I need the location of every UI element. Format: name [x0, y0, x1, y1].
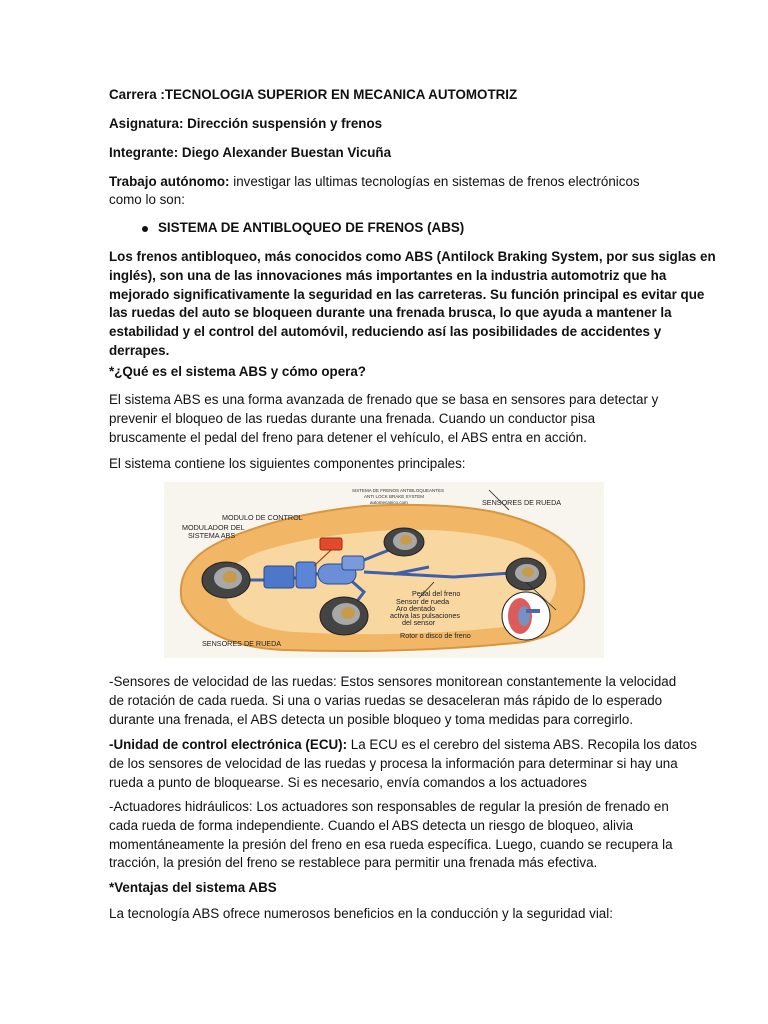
wheel-front-left-icon [202, 562, 250, 598]
sensores-paragraph [109, 673, 677, 729]
bullet-icon [142, 226, 148, 232]
label-sensor-rueda: Sensor de rueda [396, 597, 450, 606]
sensores-line: de rotación de cada rueda. Si una o varias ruedas se desaceleran más rápido de lo esperado [109, 692, 663, 708]
label-modulo-control: MODULO DE CONTROL [222, 513, 303, 522]
question-heading: *¿Qué es el sistema ABS y cómo opera? [109, 364, 366, 379]
trabajo-line-2: como lo son: [109, 192, 185, 207]
sensores-line: durante una frenada, el ABS detecta un posible bloqueo y toma medidas para corregirlo. [109, 711, 634, 727]
label-sensores-top: SENSORES DE RUEDA [482, 498, 562, 507]
wheel-rear-right-icon [506, 558, 546, 590]
label-rotor: Rotor o disco de freno [400, 631, 471, 640]
abs-diagram-figure [164, 482, 604, 658]
actuadores-line: cada rueda de forma independiente. Cuando el ABS detecta un riesgo de bloqueo, alivia [109, 817, 634, 833]
control-module-icon [320, 538, 342, 550]
wheel-front-right-icon [384, 528, 424, 556]
figure-caption-2: ANTI LOCK BRAKE SYSTEM [364, 494, 425, 499]
figure-caption-1: SISTEMA DE FRENOS ANTIBLOQUEANTES [352, 488, 445, 493]
trabajo-line [109, 173, 640, 192]
abs-heading: SISTEMA DE ANTIBLOQUEO DE FRENOS (ABS) [158, 220, 465, 235]
carrera-line: Carrera :TECNOLOGIA SUPERIOR EN MECANICA AUTOMOTRIZ [109, 87, 518, 102]
operation-line: bruscamente el pedal del freno para detener el vehículo, el ABS entra en acción. [109, 429, 587, 445]
ventajas-intro: La tecnología ABS ofrece numerosos beneficios en la conducción y la seguridad vial: [109, 906, 613, 921]
figure-caption-3: automecanico.com [370, 500, 408, 505]
wheel-rear-left-icon [320, 597, 368, 635]
label-aro-2: activa las pulsaciones [390, 611, 460, 620]
label-sensores-bottom: SENSORES DE RUEDA [202, 639, 282, 648]
operation-line: prevenir el bloqueo de las ruedas durante una frenada. Cuando un conductor pisa [109, 410, 596, 426]
trabajo-text: investigar las ultimas tecnologías en sistemas de frenos electrónicos [229, 174, 640, 189]
label-pedal: Pedal del freno [412, 589, 461, 598]
asignatura-line: Asignatura: Dirección suspensión y frenos [109, 116, 383, 131]
label-modulador-1: MODULADOR DEL [182, 523, 245, 532]
ecu-line-1 [109, 736, 697, 755]
sensores-line: -Sensores de velocidad de las ruedas: Estos sensores monitorean constantemente la velocidad [109, 674, 677, 689]
ecu-line: de los sensores de velocidad de las ruedas y procesa la información para determinar si hay una [109, 755, 678, 771]
sensor-detail-icon [502, 592, 550, 640]
ventajas-heading: *Ventajas del sistema ABS [109, 880, 277, 895]
ecu-line-1-text: La ECU es el cerebro del sistema ABS. Recopila los datos [347, 737, 697, 752]
intro-line: derrapes. [109, 342, 170, 358]
label-aro-1: Aro dentado [396, 604, 436, 613]
components-intro: El sistema contiene los siguientes componentes principales: [109, 456, 466, 471]
intro-line: las ruedas del auto se bloqueen durante una frenada brusca, lo que ayuda a mantener la [109, 305, 672, 321]
actuadores-line: momentáneamente la presión del freno en esa rueda específica. Luego, cuando se recupera la [109, 836, 673, 852]
ecu-label: -Unidad de control electrónica (ECU): [109, 737, 348, 752]
label-aro-3: del sensor [402, 618, 436, 627]
ecu-line: rueda a punto de bloquearse. Si es necesario, envía comandos a los actuadores [109, 774, 587, 790]
integrante-line: Integrante: Diego Alexander Buestan Vicuña [109, 145, 392, 160]
abs-diagram [164, 482, 604, 658]
intro-line: mejorado significativamente la seguridad en las carreteras. Su función principal es evitar que [109, 286, 705, 302]
intro-line: inglés), son una de las innovaciones más importantes en la industria automotriz que ha [109, 267, 667, 283]
trabajo-label: Trabajo autónomo: [109, 174, 230, 189]
actuadores-line: tracción, la presión del freno se restablece para permitir una frenada más efectiva. [109, 855, 598, 871]
intro-line: estabilidad y el control del automóvil, reduciendo así las posibilidades de accidentes y [109, 324, 662, 340]
label-modulador-2: SISTEMA ABS [188, 531, 236, 540]
actuadores-line: -Actuadores hidráulicos: Los actuadores son responsables de regular la presión de frenado en [109, 799, 669, 814]
actuadores-paragraph [109, 798, 673, 873]
intro-paragraph [109, 248, 716, 361]
operation-paragraph [109, 391, 661, 447]
intro-line: Los frenos antibloqueo, más conocidos como ABS (Antilock Braking System, por sus siglas en [109, 249, 716, 264]
operation-line: El sistema ABS es una forma avanzada de frenado que se basa en sensores para detectar y [109, 392, 659, 407]
ecu-paragraph [109, 736, 697, 792]
